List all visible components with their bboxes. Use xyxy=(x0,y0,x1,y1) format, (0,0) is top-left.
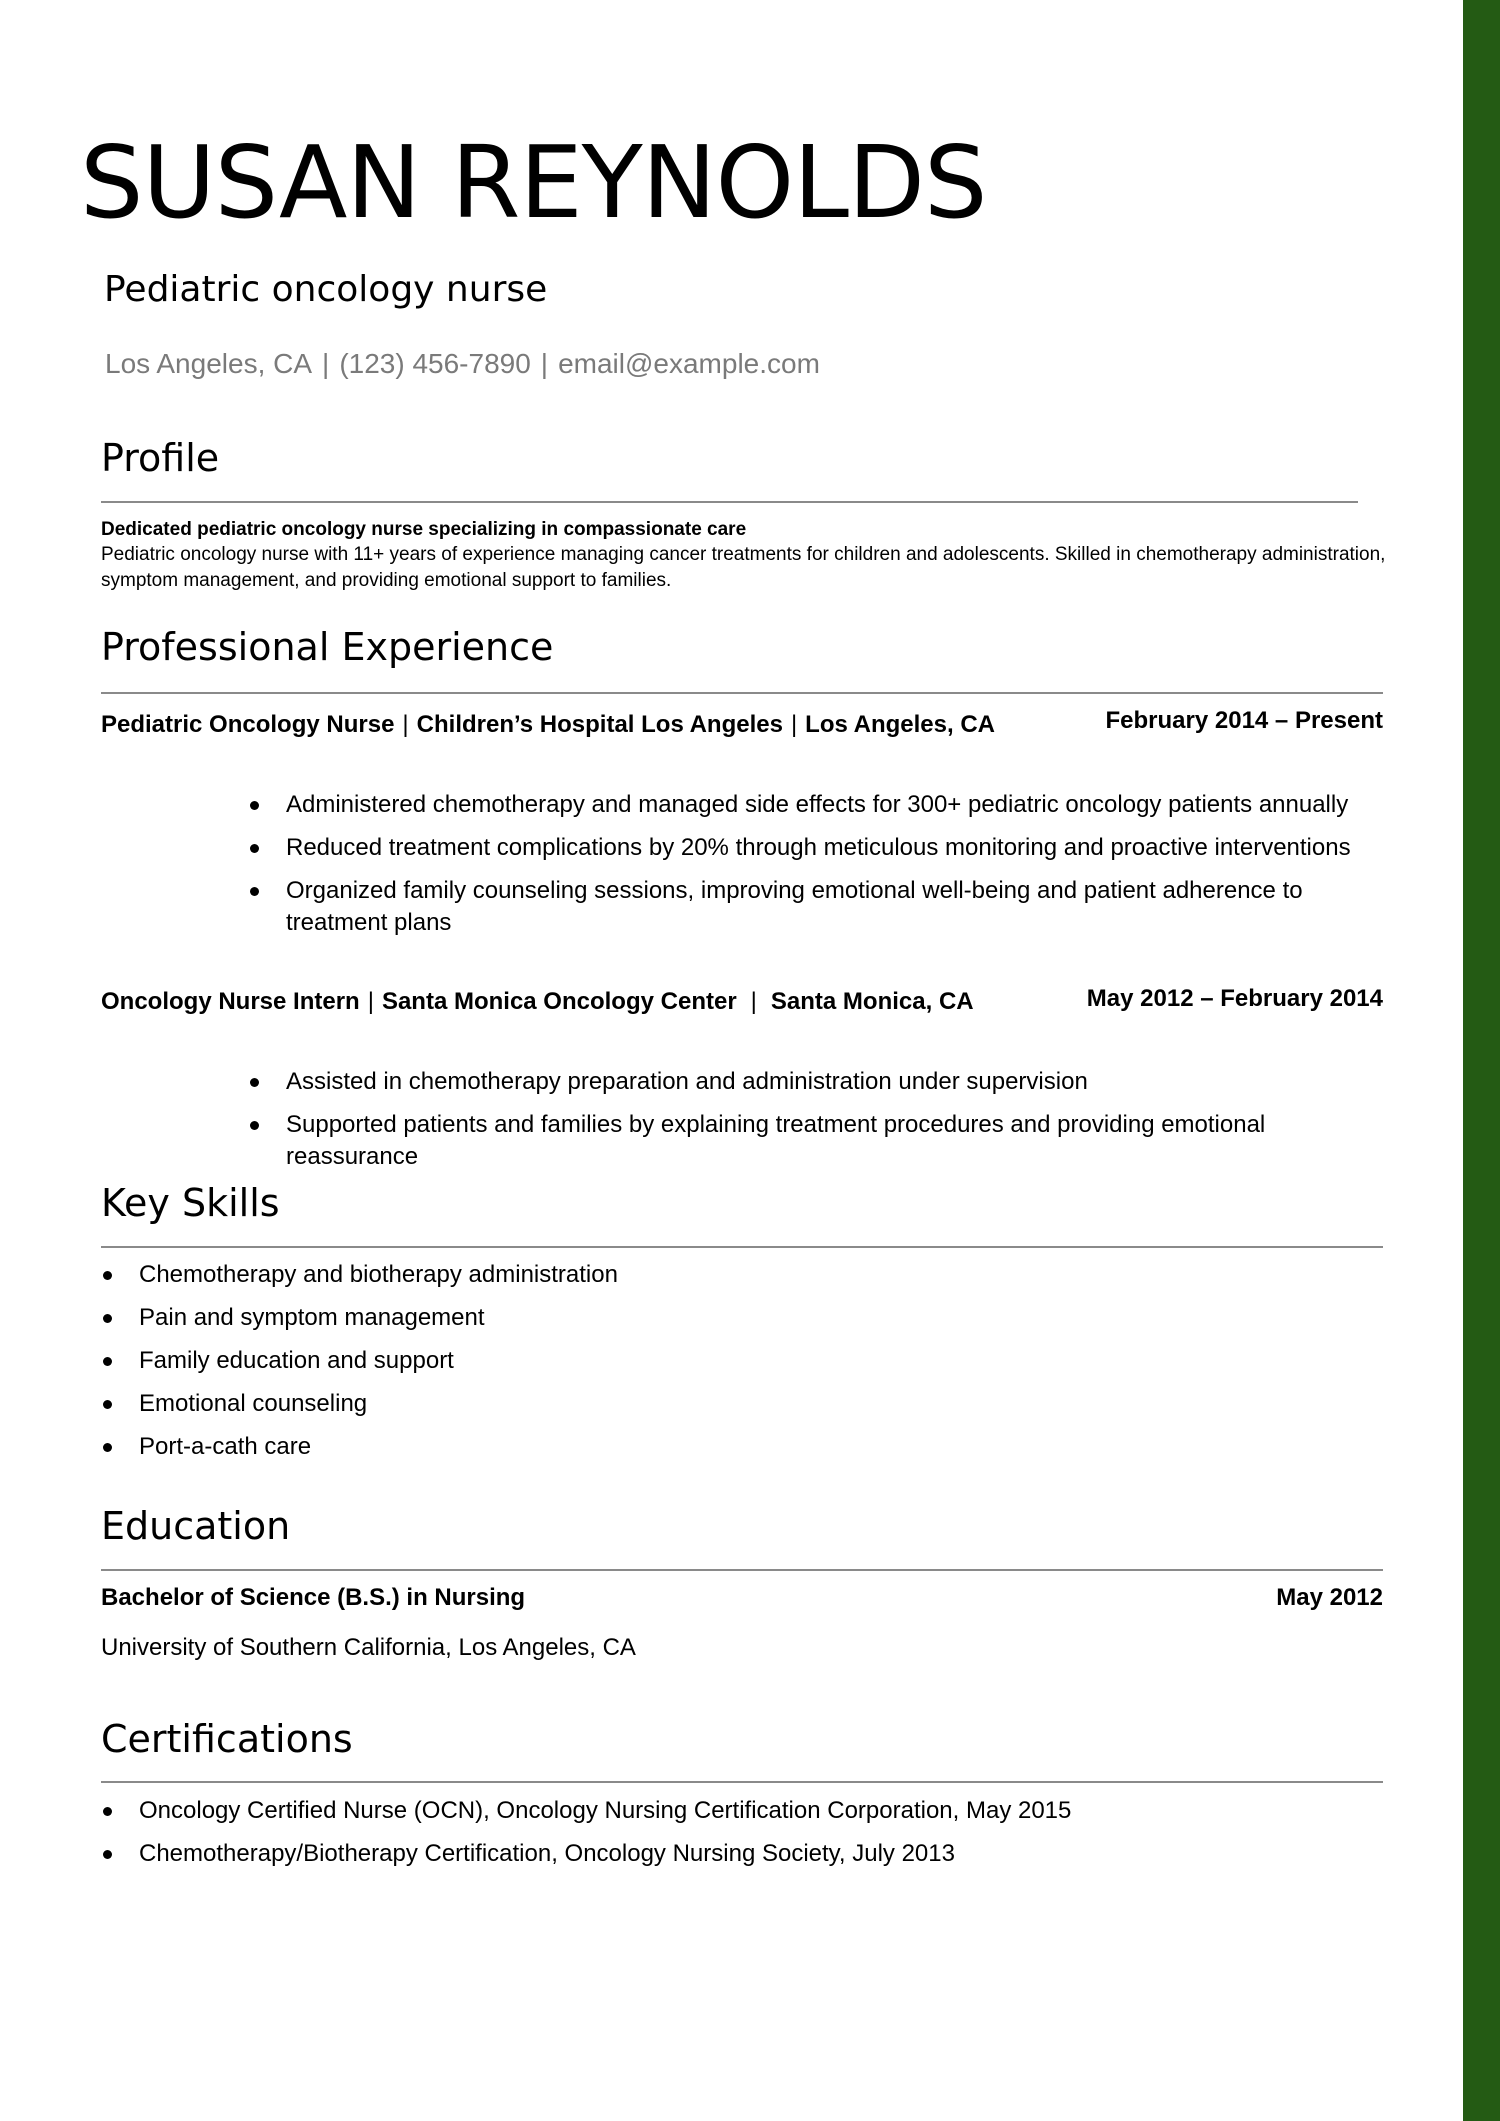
skills-list xyxy=(139,1259,1339,1474)
job-location: Los Angeles, CA xyxy=(805,711,995,738)
list-item: Administered chemotherapy and managed side effects for 300+ pediatric oncology patients annually xyxy=(286,789,1386,821)
job-separator: | xyxy=(367,988,374,1015)
section-divider xyxy=(101,692,1383,694)
certifications-list xyxy=(139,1795,1339,1881)
job-title: Pediatric Oncology Nurse xyxy=(101,711,395,738)
job-dates: February 2014 – Present xyxy=(1105,707,1383,734)
contact-separator: | xyxy=(322,348,330,379)
contact-location: Los Angeles, CA xyxy=(105,348,313,379)
education-date: May 2012 xyxy=(1276,1584,1383,1611)
list-item: Assisted in chemotherapy preparation and administration under supervision xyxy=(286,1066,1386,1098)
job-title: Oncology Nurse Intern xyxy=(101,988,360,1015)
list-item: Oncology Certified Nurse (OCN), Oncology Nursing Certification Corporation, May 2015 xyxy=(139,1795,1339,1827)
profile-headline: Dedicated pediatric oncology nurse specializing in compassionate care xyxy=(101,519,747,540)
list-item: Organized family counseling sessions, improving emotional well-being and patient adherence to treatment plans xyxy=(286,875,1386,939)
accent-sidebar-bar xyxy=(1463,0,1500,2121)
list-item: Reduced treatment complications by 20% through meticulous monitoring and proactive interventions xyxy=(286,832,1386,864)
section-heading-experience: Professional Experience xyxy=(101,625,554,669)
contact-separator: | xyxy=(540,348,549,379)
job-heading xyxy=(101,710,995,740)
job-employer: Children’s Hospital Los Angeles xyxy=(416,711,783,738)
job-separator: | xyxy=(402,711,409,738)
job-location: Santa Monica, CA xyxy=(770,988,974,1015)
section-divider xyxy=(101,501,1358,503)
education-degree: Bachelor of Science (B.S.) in Nursing xyxy=(101,1584,526,1611)
job-bullet-list xyxy=(286,789,1386,950)
section-heading-profile: Profile xyxy=(101,436,220,480)
section-heading-certifications: Certifications xyxy=(101,1717,353,1761)
candidate-name: SUSAN REYNOLDS xyxy=(80,124,987,241)
section-heading-skills: Key Skills xyxy=(101,1181,280,1225)
job-bullet-list xyxy=(286,1066,1386,1184)
list-item: Chemotherapy/Biotherapy Certification, Oncology Nursing Society, July 2013 xyxy=(139,1838,1339,1870)
list-item: Family education and support xyxy=(139,1345,1339,1377)
contact-email: email@example.com xyxy=(558,348,820,379)
job-dates: May 2012 – February 2014 xyxy=(1086,985,1383,1012)
section-divider xyxy=(101,1569,1383,1571)
section-divider xyxy=(101,1781,1383,1783)
job-heading xyxy=(101,987,974,1017)
list-item: Pain and symptom management xyxy=(139,1302,1339,1334)
contact-phone: (123) 456-7890 xyxy=(339,348,531,379)
contact-line xyxy=(105,346,820,382)
list-item: Emotional counseling xyxy=(139,1388,1339,1420)
candidate-title: Pediatric oncology nurse xyxy=(104,269,548,310)
list-item: Chemotherapy and biotherapy administration xyxy=(139,1259,1339,1291)
job-employer: Santa Monica Oncology Center xyxy=(381,988,737,1015)
profile-summary: Pediatric oncology nurse with 11+ years of experience managing cancer treatments for children and adolescents. Skilled in chemotherapy administration, symptom management, and providing emotional support to families. xyxy=(101,544,1386,591)
job-separator: | xyxy=(750,988,757,1015)
section-heading-education: Education xyxy=(101,1504,291,1548)
education-school: University of Southern California, Los Angeles, CA xyxy=(101,1634,636,1661)
job-separator: | xyxy=(790,711,798,738)
list-item: Supported patients and families by explaining treatment procedures and providing emotional reassurance xyxy=(286,1109,1386,1173)
list-item: Port-a-cath care xyxy=(139,1431,1339,1463)
section-divider xyxy=(101,1246,1383,1248)
